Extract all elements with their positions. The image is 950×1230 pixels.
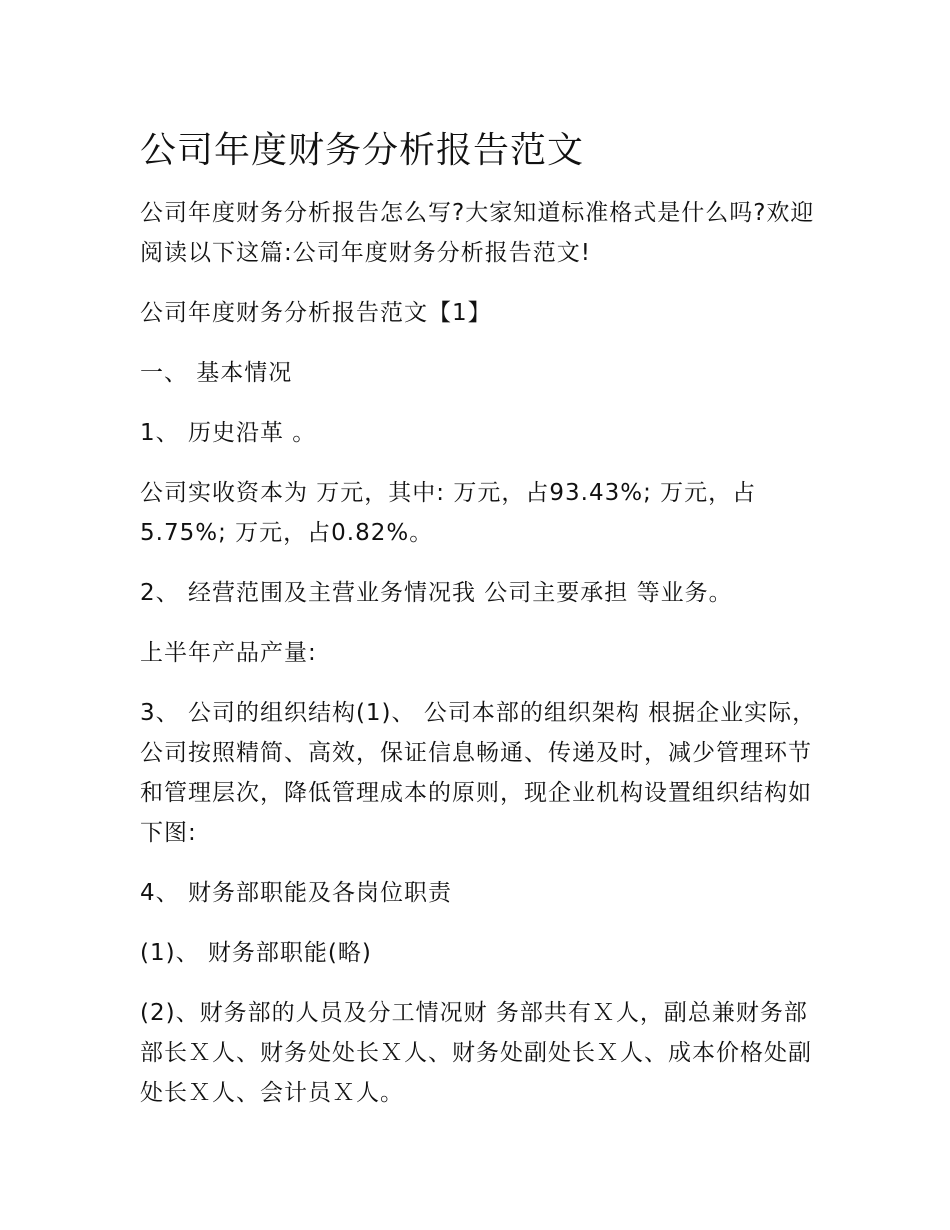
intro-paragraph: 公司年度财务分析报告怎么写?大家知道标准格式是什么吗?欢迎阅读以下这篇:公司年度财务分析报告范文! [140, 200, 815, 266]
subsection-heading-basic-info: 一、 基本情况 [140, 360, 293, 386]
item-finance-function: (1)、 财务部职能(略) [140, 940, 372, 966]
document-title: 公司年度财务分析报告范文 [140, 130, 585, 171]
item-history: 1、 历史沿革 。 [140, 420, 317, 446]
item-organization: 3、 公司的组织结构(1)、 公司本部的组织架构 根据企业实际，公司按照精简、高效，保证信息畅通、传递及时，减少管理环节和管理层次，降低管理成本的原则，现企业机构设置组织结构如下图: [140, 700, 817, 846]
capital-paragraph: 公司实收资本为 万元，其中: 万元，占93.43%; 万元，占5.75%; 万元，占0.82%。 [140, 480, 757, 546]
item-finance-duties: 4、 财务部职能及各岗位职责 [140, 880, 452, 906]
item-finance-staff: (2)、财务部的人员及分工情况财 务部共有Ｘ人，副总兼财务部部长Ｘ人、财务处处长Ｘ人、财务处副处长Ｘ人、成本价格处副处长Ｘ人、会计员Ｘ人。 [140, 1000, 812, 1106]
document-page [140, 125, 830, 1133]
production-paragraph: 上半年产品产量: [140, 640, 317, 666]
item-business-scope: 2、 经营范围及主营业务情况我 公司主要承担 等业务。 [140, 580, 733, 606]
section-heading: 公司年度财务分析报告范文【1】 [140, 300, 492, 326]
